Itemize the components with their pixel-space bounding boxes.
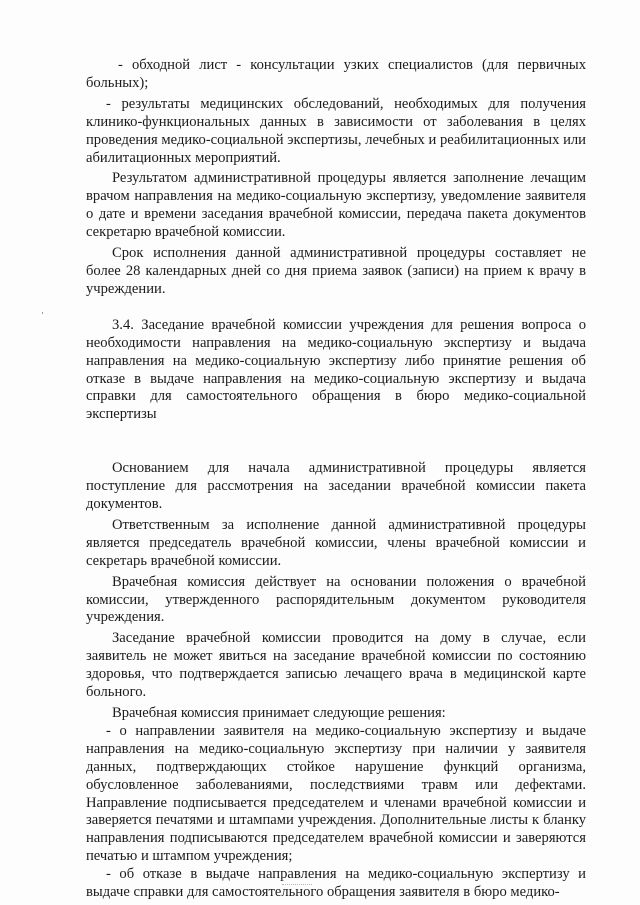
paragraph-procedure-basis: Основанием для начала административной процедуры является поступление для рассмотрения на заседании врачебной комиссии пакета документов. xyxy=(86,460,586,513)
paragraph-procedure-term: Срок исполнения данной административной процедуры составляет не более 28 календарных дней со дня приема заявок (записи) на прием к врачу в учреждении. xyxy=(86,245,586,297)
paragraph-decision-referral: - о направлении заявителя на медико-социальную экспертизу и выдаче направления на медико-социальную экспертизу при наличии у заявителя данных, подтверждающих стойкое нарушение функций организма, обусловленное заболеваниями, последствиями травм или дефектами. Направление подписывается председателем и членами врачебной комиссии и заверяется печатями и штампами учреждения. Дополнительные листы к бланку направления подписываются председателем врачебной комиссии и заверяются печатью и штампом учреждения; xyxy=(86,722,586,865)
paragraph-procedure-result: Результатом административной процедуры является заполнение лечащим врачом направления на медико-социальную экспертизу, уведомление заявителя о дате и времени заседания врачебной комиссии, передача пакета документов секретарю врачебной комиссии. xyxy=(86,170,586,241)
paragraph-responsible: Ответственным за исполнение данной административной процедуры является председатель врачебной комиссии, члены врачебной комиссии и секретарь врачебной комиссии. xyxy=(86,516,586,569)
margin-mark xyxy=(42,312,43,314)
paragraph-commission-regulation: Врачебная комиссия действует на основании положения о врачебной комиссии, утвержденного распорядительным документом руководителя учреждения. xyxy=(86,573,586,626)
paragraph-decision-refusal: - об отказе в выдаче направления на медико-социальную экспертизу и выдаче справки для самостоятельного обращения заявителя в бюро медико- xyxy=(86,866,586,901)
bottom-mark xyxy=(282,884,312,886)
paragraph-home-meeting: Заседание врачебной комиссии проводится на дому в случае, если заявитель не может явиться на заседание врачебной комиссии по состоянию здоровья, что подтверждается записью лечащего врача в медицинской карте больного. xyxy=(86,630,586,701)
paragraph-decisions-intro: Врачебная комиссия принимает следующие решения: xyxy=(112,705,446,721)
paragraph-bypass-sheet: - обходной лист - консультации узких специалистов (для первичных больных); xyxy=(86,57,586,91)
section-heading-3-4: 3.4. Заседание врачебной комиссии учреждения для решения вопроса о необходимости направления на медико-социальную экспертизу и выдача направления на медико-социальную экспертизу либо принятие решения об отказе в выдаче направления на медико-социальную экспертизу и выдача справки для самостоятельного обращения в бюро медико-социальной экспертизы xyxy=(86,316,586,423)
paragraph-exam-results: - результаты медицинских обследований, необходимых для получения клинико-функциональных данных в зависимости от заболевания в целях проведения медико-социальной экспертизы, лечебных и реабилитационных или абилитационных мероприятий. xyxy=(86,95,586,166)
document-body xyxy=(86,57,586,902)
